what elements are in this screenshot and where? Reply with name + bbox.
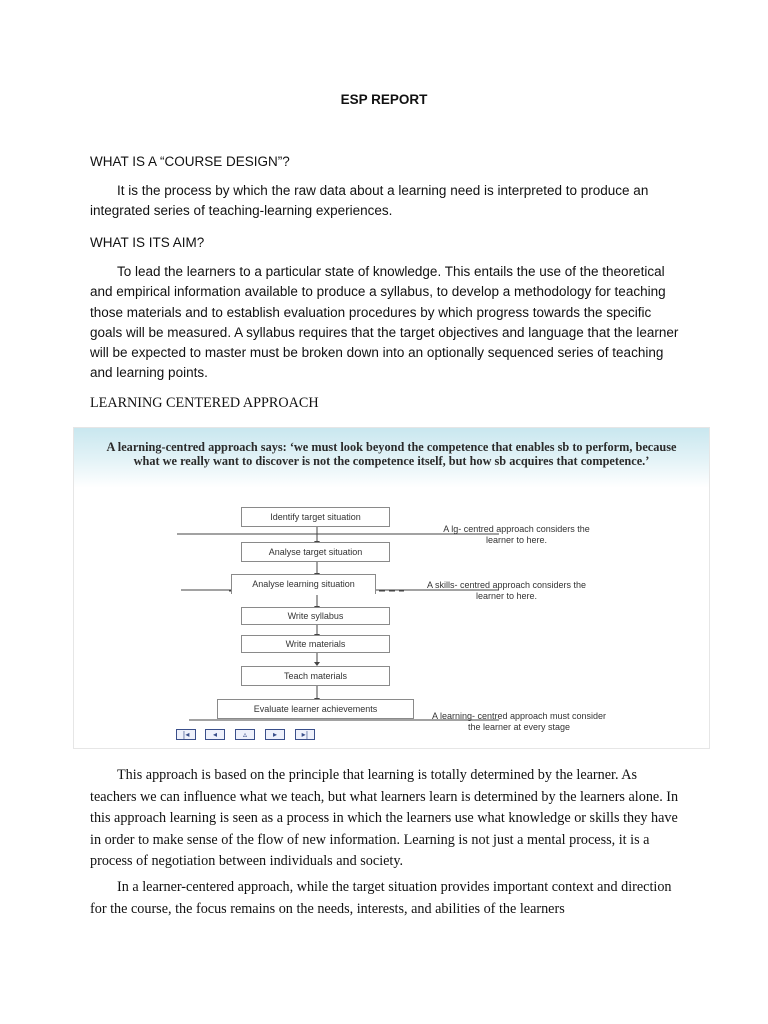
previous-slide-button[interactable]: ◂	[205, 729, 225, 740]
last-slide-button[interactable]: ▸|	[295, 729, 315, 740]
paragraph-aim-text: To lead the learners to a particular state of knowledge. This entails the use of the theoretical and empirical information available to produce a syllabus, to develop a methodology for teaching those materials and to establish evaluation procedures by which progress towards the specific goals will be measured. A syllabus requires that the target objectives and language that the learner will be expected to master must be broken down into an optionally sequenced series of teaching and learning points.	[90, 264, 679, 381]
step-teach-materials: Teach materials	[241, 666, 390, 686]
step-write-materials: Write materials	[241, 635, 390, 653]
paragraph-aim	[90, 262, 680, 384]
note-learning-centred: A learning- centred approach must consider the learner at every stage	[431, 711, 607, 732]
paragraph-course-design	[90, 181, 680, 222]
step-identify-target-situation: Identify target situation	[241, 507, 390, 527]
first-slide-button[interactable]: |◂	[176, 729, 196, 740]
home-slide-button[interactable]: ▵	[235, 729, 255, 740]
report-title: ESP REPORT	[340, 92, 428, 107]
step-analyse-learning-situation: Analyse learning situation	[231, 574, 376, 594]
figure-quote: A learning-centred approach says: ‘we must look beyond the competence that enables sb to perform, because what we really want to discover is not the competence itself, but how sb acquires that competence.’	[106, 440, 677, 468]
heading-learning-centered: LEARNING CENTERED APPROACH	[90, 395, 319, 411]
paragraph-course-design-text: It is the process by which the raw data about a learning need is interpreted to produce an integrated series of teaching-learning experiences.	[90, 183, 649, 219]
note-skills-centred: A skills- centred approach considers the learner to here.	[426, 580, 587, 601]
next-slide-button[interactable]: ▸	[265, 729, 285, 740]
paragraph-learner-centered	[90, 877, 680, 920]
step-analyse-target-situation: Analyse target situation	[241, 542, 390, 562]
paragraph-learner-centered-text: In a learner-centered approach, while the target situation provides important context and direction for the course, the focus remains on the needs, interests, and abilities of the learners	[90, 879, 672, 917]
heading-aim: WHAT IS ITS AIM?	[90, 235, 205, 250]
heading-course-design: WHAT IS A “COURSE DESIGN”?	[90, 154, 290, 169]
note-lg-centred: A lg- centred approach considers the learner to here.	[443, 524, 590, 545]
step-write-syllabus: Write syllabus	[241, 607, 390, 625]
learning-centred-approach-figure	[73, 427, 710, 749]
paragraph-learning-centered	[90, 765, 680, 873]
step-evaluate-learner-achievements: Evaluate learner achievements	[217, 699, 414, 719]
paragraph-learning-centered-text: This approach is based on the principle that learning is totally determined by the learner. As teachers we can influence what we teach, but what learners learn is determined by the learners alone. In this approach learning is seen as a process in which the learners use what knowledge or skills they have in order to make sense of the flow of new information. Learning is not just a mental process, it is a process of negotiation between individuals and society.	[90, 767, 679, 869]
